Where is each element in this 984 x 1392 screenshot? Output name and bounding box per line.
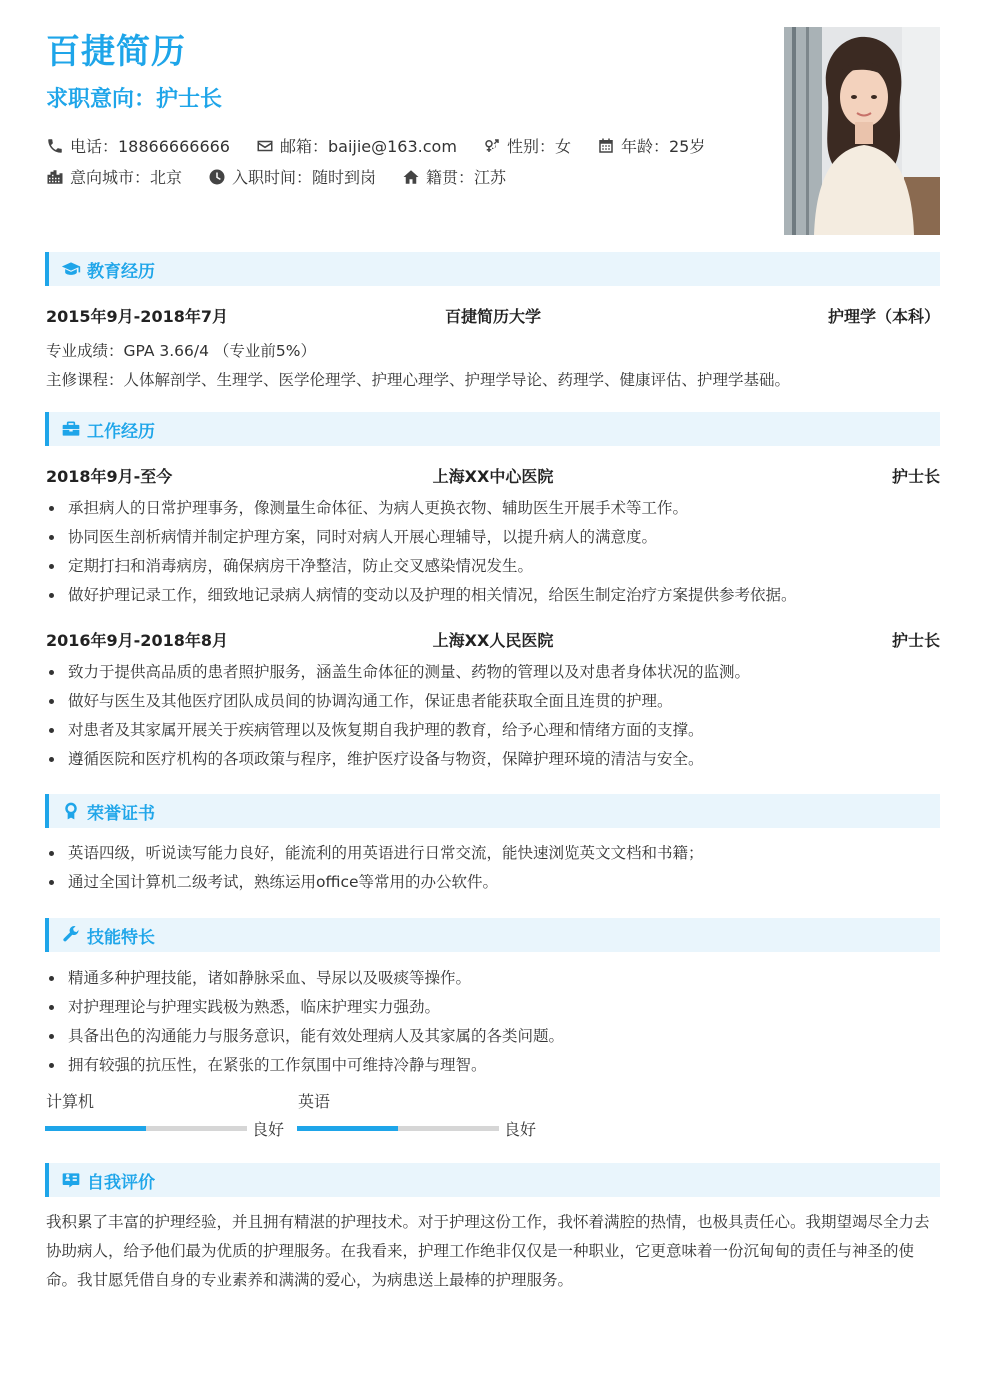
skills-bullets — [46, 964, 940, 1080]
skill-bar-computer — [45, 1126, 247, 1131]
phone-icon — [46, 137, 64, 155]
work-company: 上海XX中心医院 — [432, 467, 554, 486]
profile-photo — [784, 27, 940, 235]
section-honors-header — [45, 794, 940, 828]
mail-icon — [256, 137, 274, 155]
portrait-illustration — [784, 27, 940, 235]
education-score: 专业成绩：GPA 3.66/4 （专业前5%） — [46, 342, 317, 360]
list-item: 做好与医生及其他医疗团队成员间的协调沟通工作，保证患者能获取全面且连贯的护理。 — [46, 687, 940, 716]
email-text: 邮箱：baijie@163.com — [279, 137, 457, 156]
skill-level: 良好 — [504, 1120, 537, 1139]
skill-bar-english — [297, 1126, 499, 1131]
list-item: 遵循医院和医疗机构的各项政策与程序，维护医疗设备与物资，保障护理环境的清洁与安全。 — [46, 745, 940, 774]
clock-icon — [208, 168, 226, 186]
work-period: 2016年9月-2018年8月 — [46, 631, 228, 650]
phone-text: 电话：18866666666 — [70, 137, 230, 156]
phone-info — [46, 134, 230, 157]
section-title: 技能特长 — [87, 927, 155, 948]
list-item: 协同医生剖析病情并制定护理方案，同时对病人开展心理辅导，以提升病人的满意度。 — [46, 523, 940, 552]
contact-row-2 — [46, 165, 532, 188]
start-text: 入职时间：随时到岗 — [232, 168, 377, 187]
section-work-header — [45, 412, 940, 446]
section-title: 自我评价 — [87, 1172, 155, 1193]
education-courses: 主修课程：人体解剖学、生理学、医学伦理学、护理心理学、护理学导论、药理学、健康评估、护理学基础。 — [46, 371, 791, 389]
list-item: 通过全国计算机二级考试，熟练运用office等常用的办公软件。 — [46, 868, 940, 897]
work-entry-1 — [46, 464, 940, 488]
list-item: 做好护理记录工作，细致地记录病人病情的变动以及护理的相关情况，给医生制定治疗方案提供参考依据。 — [46, 581, 940, 610]
home-icon — [402, 168, 420, 186]
education-period: 2015年9月-2018年7月 — [46, 307, 228, 326]
section-education-header — [45, 252, 940, 286]
skill-level: 良好 — [252, 1120, 285, 1139]
work-1-bullets — [46, 494, 940, 610]
education-entry — [46, 304, 940, 328]
list-item: 承担病人的日常护理事务，像测量生命体征、为病人更换衣物、辅助医生开展手术等工作。 — [46, 494, 940, 523]
education-major: 护理学（本科） — [827, 307, 940, 326]
city-info — [46, 165, 182, 188]
section-title: 教育经历 — [87, 261, 155, 282]
city-text: 意向城市：北京 — [70, 168, 183, 187]
work-period: 2018年9月-至今 — [46, 467, 173, 486]
user-card-icon — [61, 1170, 81, 1190]
resume-name: 百捷简历 — [46, 32, 186, 72]
briefcase-icon — [61, 419, 81, 439]
origin-info — [402, 165, 506, 188]
work-company: 上海XX人民医院 — [432, 631, 554, 650]
section-title: 荣誉证书 — [87, 803, 155, 824]
skill-name: 计算机 — [46, 1092, 95, 1111]
building-icon — [46, 168, 64, 186]
age-text: 年龄：25岁 — [620, 137, 706, 156]
honors-bullets — [46, 839, 940, 897]
contact-row-1 — [46, 134, 731, 157]
gender-info — [483, 134, 571, 157]
education-school: 百捷简历大学 — [444, 307, 541, 326]
skill-name: 英语 — [298, 1092, 331, 1111]
origin-text: 籍贯：江苏 — [426, 168, 507, 187]
gender-icon — [483, 137, 501, 155]
section-self-header — [45, 1163, 940, 1197]
work-entry-2 — [46, 628, 940, 652]
list-item: 定期打扫和消毒病房，确保病房干净整洁，防止交叉感染情况发生。 — [46, 552, 940, 581]
graduation-cap-icon — [61, 259, 81, 279]
work-2-bullets — [46, 658, 940, 774]
list-item: 精通多种护理技能，诸如静脉采血、导尿以及吸痰等操作。 — [46, 964, 940, 993]
calendar-icon — [597, 137, 615, 155]
job-intent: 求职意向：护士长 — [46, 87, 223, 112]
self-evaluation-text: 我积累了丰富的护理经验，并且拥有精湛的护理技术。对于护理这份工作，我怀着满腔的热情，也极具责任心。我期望竭尽全力去协助病人，给予他们最为优质的护理服务。在我看来，护理工作绝非仅仅是一种职业，它更意味着一份沉甸甸的责任与神圣的使命。我甘愿凭借自身的专业素养和满满的爱心，为病患送上最棒的护理服务。 — [46, 1213, 930, 1289]
email-info — [256, 134, 457, 157]
list-item: 致力于提供高品质的患者照护服务，涵盖生命体征的测量、药物的管理以及对患者身体状况的监测。 — [46, 658, 940, 687]
skill-bar-fill — [45, 1126, 146, 1131]
list-item: 拥有较强的抗压性，在紧张的工作氛围中可维持冷静与理智。 — [46, 1051, 940, 1080]
work-role: 护士长 — [891, 467, 940, 486]
list-item: 对护理理论与护理实践极为熟悉，临床护理实力强劲。 — [46, 993, 940, 1022]
age-info — [597, 134, 705, 157]
section-skills-header — [45, 918, 940, 952]
list-item: 对患者及其家属开展关于疾病管理以及恢复期自我护理的教育，给予心理和情绪方面的支撑。 — [46, 716, 940, 745]
award-icon — [61, 801, 81, 821]
start-info — [208, 165, 376, 188]
skill-bar-fill — [297, 1126, 398, 1131]
gender-text: 性别：女 — [506, 137, 571, 156]
wrench-icon — [61, 925, 81, 945]
list-item: 英语四级，听说读写能力良好，能流利的用英语进行日常交流，能快速浏览英文文档和书籍； — [46, 839, 940, 868]
section-title: 工作经历 — [87, 421, 155, 442]
work-role: 护士长 — [891, 631, 940, 650]
list-item: 具备出色的沟通能力与服务意识，能有效处理病人及其家属的各类问题。 — [46, 1022, 940, 1051]
